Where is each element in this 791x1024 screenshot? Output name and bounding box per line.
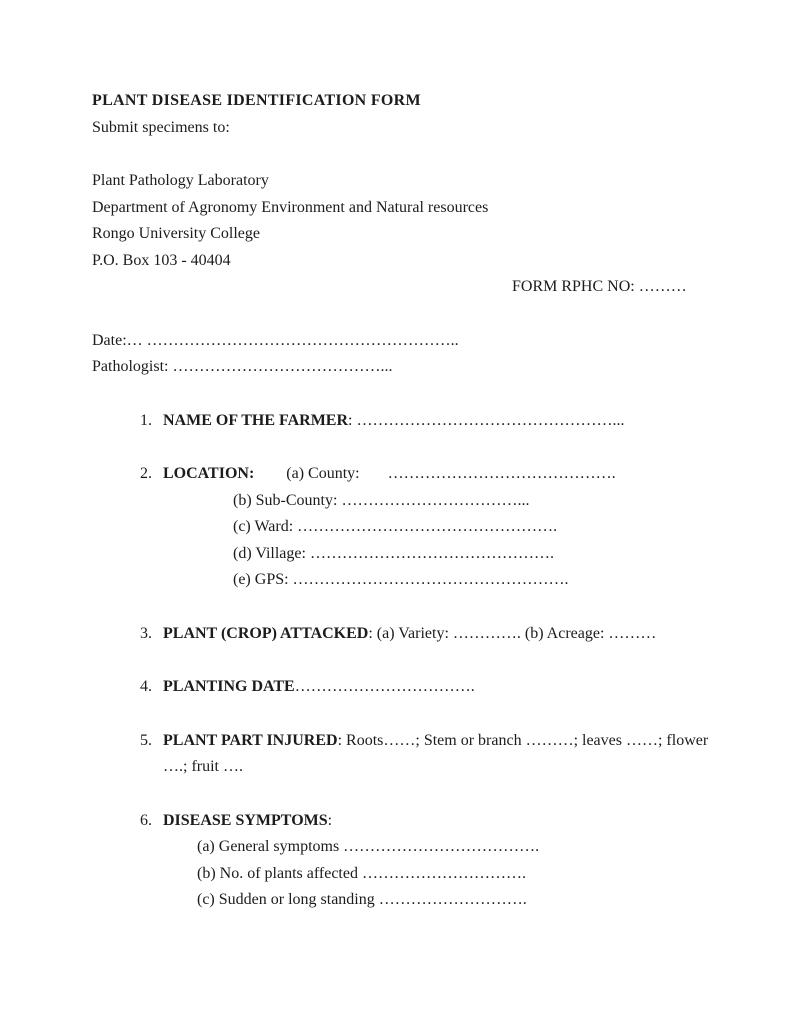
- subfield-gps: (e) GPS: …………………………………………….: [233, 571, 569, 588]
- item-label: LOCATION:: [163, 465, 255, 482]
- item-fill-field: :: [327, 811, 333, 829]
- subfield-sub-county: (b) Sub-County: ……………………………...: [233, 491, 530, 509]
- address-line-lab: Plant Pathology Laboratory: [92, 172, 269, 189]
- address-block: [92, 168, 731, 301]
- address-line-department: Department of Agronomy Environment and Natural resources: [92, 198, 489, 216]
- submit-line: Submit specimens to:: [92, 118, 230, 136]
- form-item-disease-symptoms: [140, 808, 731, 914]
- item-label: NAME OF THE FARMER: [163, 411, 349, 429]
- item-fill-field: : …………………………………………...: [348, 411, 625, 429]
- item-fill-field: : Roots……; Stem or branch ………; leaves ……; flower: [337, 731, 709, 749]
- item-number: 3.: [140, 624, 152, 642]
- subfield-general-symptoms: (a) General symptoms ……………………………….: [197, 838, 540, 855]
- item-fill-field: (a) County: …………………………………….: [254, 465, 616, 482]
- item-number: 1.: [140, 411, 152, 429]
- item-label: PLANT (CROP) ATTACKED: [163, 624, 369, 642]
- subfield-ward: (c) Ward: ………………………………………….: [233, 518, 558, 535]
- subfield-sudden-or-long-standing: (c) Sudden or long standing ……………………….: [197, 891, 527, 908]
- page-title: PLANT DISEASE IDENTIFICATION FORM: [92, 92, 421, 109]
- pathologist-field: Pathologist: …………………………………...: [92, 358, 393, 375]
- subfield-plants-affected: (b) No. of plants affected ………………………….: [197, 864, 526, 882]
- form-items-list: [92, 408, 731, 914]
- form-item-plant-part-injured: [140, 728, 731, 781]
- subfield-village: (d) Village: ……………………………………….: [233, 544, 554, 562]
- item-label: PLANT PART INJURED: [163, 731, 338, 749]
- address-line-university: Rongo University College: [92, 225, 260, 242]
- item-number: 2.: [140, 465, 152, 482]
- item-label: DISEASE SYMPTOMS: [163, 811, 328, 829]
- item-fill-continuation: ….; fruit ….: [163, 758, 243, 775]
- date-field: Date:… …………………………………………………..: [92, 331, 459, 349]
- item-number: 5.: [140, 731, 152, 749]
- form-item-farmer-name: [140, 408, 731, 435]
- item-fill-field: : (a) Variety: …………. (b) Acreage: ………: [368, 624, 657, 642]
- date-block: [92, 328, 731, 381]
- item-label: PLANTING DATE: [163, 678, 295, 695]
- form-item-location: [140, 461, 731, 594]
- form-number-field: FORM RPHC NO: ………: [512, 278, 687, 295]
- form-item-planting-date: [140, 674, 731, 701]
- item-number: 4.: [140, 678, 152, 695]
- address-line-pobox: P.O. Box 103 - 40404: [92, 251, 231, 269]
- item-number: 6.: [140, 811, 152, 829]
- item-fill-field: …………………………….: [294, 678, 475, 695]
- form-item-crop-attacked: [140, 621, 731, 648]
